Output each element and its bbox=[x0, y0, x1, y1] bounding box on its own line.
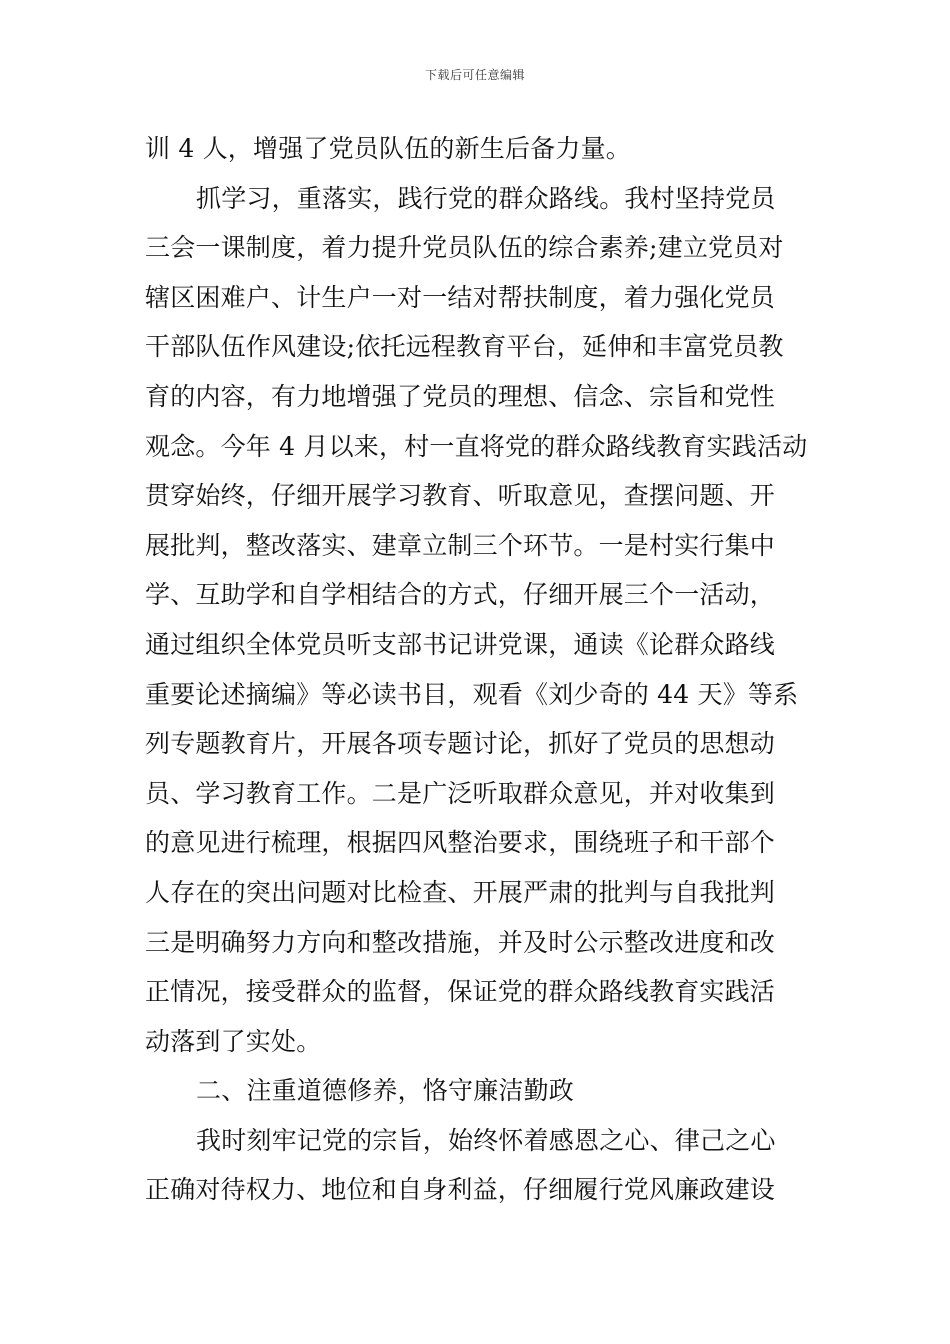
text-line: 辖区困难户、计生户一对一结对帮扶制度，着力强化党员 bbox=[145, 282, 776, 312]
text-line: 观念。今年 4 月以来，村一直将党的群众路线教育实践活动 bbox=[145, 431, 808, 461]
body-text bbox=[145, 124, 810, 1215]
text-line: 三是明确努力方向和整改措施，并及时公示整改进度和改 bbox=[145, 927, 776, 957]
text-line: 正确对待权力、地位和自身利益，仔细履行党风廉政建设 bbox=[145, 1175, 776, 1205]
text-line: 重要论述摘编》等必读书目，观看《刘少奇的 44 天》等系 bbox=[145, 679, 799, 709]
text-line: 学、互助学和自学相结合的方式，仔细开展三个一活动， bbox=[145, 580, 776, 610]
text-line: 训 4 人，增强了党员队伍的新生后备力量。 bbox=[145, 134, 632, 163]
paragraph-start-line: 抓学习，重落实，践行党的群众路线。我村坚持党员 bbox=[196, 183, 776, 213]
text-line: 展批判，整改落实、建章立制三个环节。一是村实行集中 bbox=[145, 530, 776, 560]
paragraph-start-line: 我时刻牢记党的宗旨，始终怀着感恩之心、律己之心 bbox=[196, 1125, 776, 1155]
text-line: 的意见进行梳理，根据四风整治要求，围绕班子和干部个 bbox=[145, 828, 776, 858]
text-line: 动落到了实处。 bbox=[145, 1026, 322, 1056]
text-line: 贯穿始终，仔细开展学习教育、听取意见，查摆问题、开 bbox=[145, 481, 776, 511]
text-line: 三会一课制度，着力提升党员队伍的综合素养;建立党员对 bbox=[145, 233, 784, 263]
header-note: 下载后可任意编辑 bbox=[424, 68, 525, 82]
text-line: 干部队伍作风建设;依托远程教育平台，延伸和丰富党员教 bbox=[145, 332, 784, 362]
text-line: 员、学习教育工作。二是广泛听取群众意见，并对收集到 bbox=[145, 778, 776, 808]
text-line: 列专题教育片，开展各项专题讨论，抓好了党员的思想动 bbox=[145, 729, 776, 759]
text-line: 正情况，接受群众的监督，保证党的群众路线教育实践活 bbox=[145, 977, 776, 1007]
text-line: 通过组织全体党员听支部书记讲党课，通读《论群众路线 bbox=[145, 629, 776, 659]
text-line: 育的内容，有力地增强了党员的理想、信念、宗旨和党性 bbox=[145, 381, 776, 411]
section-heading: 二、注重道德修养，恪守廉洁勤政 bbox=[196, 1076, 575, 1106]
text-line: 人存在的突出问题对比检查、开展严肃的批判与自我批判 bbox=[145, 877, 776, 907]
